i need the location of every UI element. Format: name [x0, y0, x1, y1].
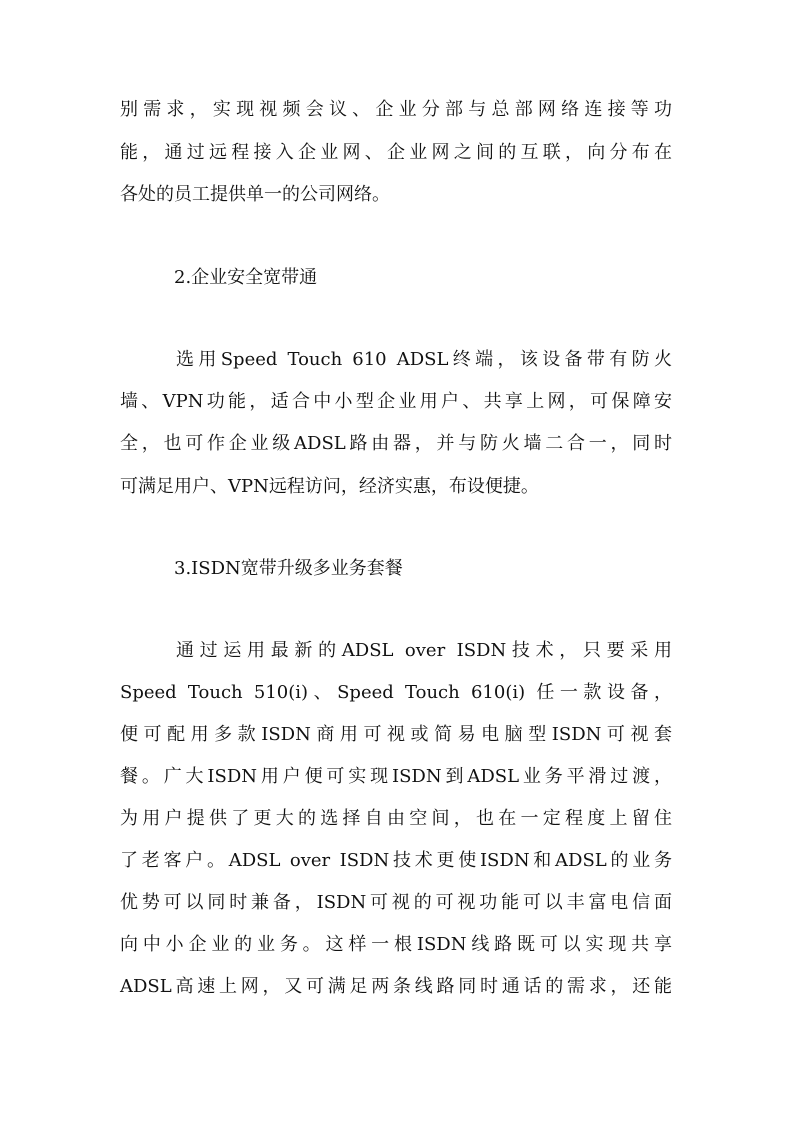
paragraph-line: 全，也可作企业级ADSL路由器，并与防火墙二合一，同时: [120, 433, 672, 454]
paragraph-line: 餐。广大ISDN用户便可实现ISDN到ADSL业务平滑过渡，: [120, 766, 672, 787]
paragraph-line: 优势可以同时兼备，ISDN可视的可视功能可以丰富电信面: [120, 892, 672, 913]
paragraph-line: 能，通过远程接入企业网、企业网之间的互联，向分布在: [120, 142, 672, 163]
paragraph-line: 向中小企业的业务。这样一根ISDN线路既可以实现共享: [120, 934, 672, 955]
paragraph-line: 为用户提供了更大的选择自由空间，也在一定程度上留住: [120, 808, 672, 829]
paragraph-line: ADSL高速上网，又可满足两条线路同时通话的需求，还能: [120, 976, 672, 997]
paragraph-line: 了老客户。ADSL over ISDN技术更使ISDN和ADSL的业务: [120, 850, 672, 871]
paragraph-line: 便可配用多款ISDN商用可视或简易电脑型ISDN可视套: [120, 724, 672, 745]
section-heading: 3.ISDN宽带升级多业务套餐: [174, 558, 403, 579]
paragraph-line: 通过运用最新的ADSL over ISDN技术，只要采用: [176, 640, 672, 661]
paragraph-line: Speed Touch 510(i)、Speed Touch 610(i) 任一款设备，: [120, 682, 672, 703]
paragraph-line: 墙、VPN功能，适合中小型企业用户、共享上网，可保障安: [120, 391, 672, 412]
paragraph-line: 各处的员工提供单一的公司网络。: [120, 184, 390, 205]
section-heading: 2.企业安全宽带通: [174, 267, 318, 288]
paragraph-line: 别需求，实现视频会议、企业分部与总部网络连接等功: [120, 99, 672, 120]
paragraph-line: 选用Speed Touch 610 ADSL终端，该设备带有防火: [176, 349, 672, 370]
paragraph-line: 可满足用户、VPN远程访问，经济实惠，布设便捷。: [120, 476, 539, 497]
